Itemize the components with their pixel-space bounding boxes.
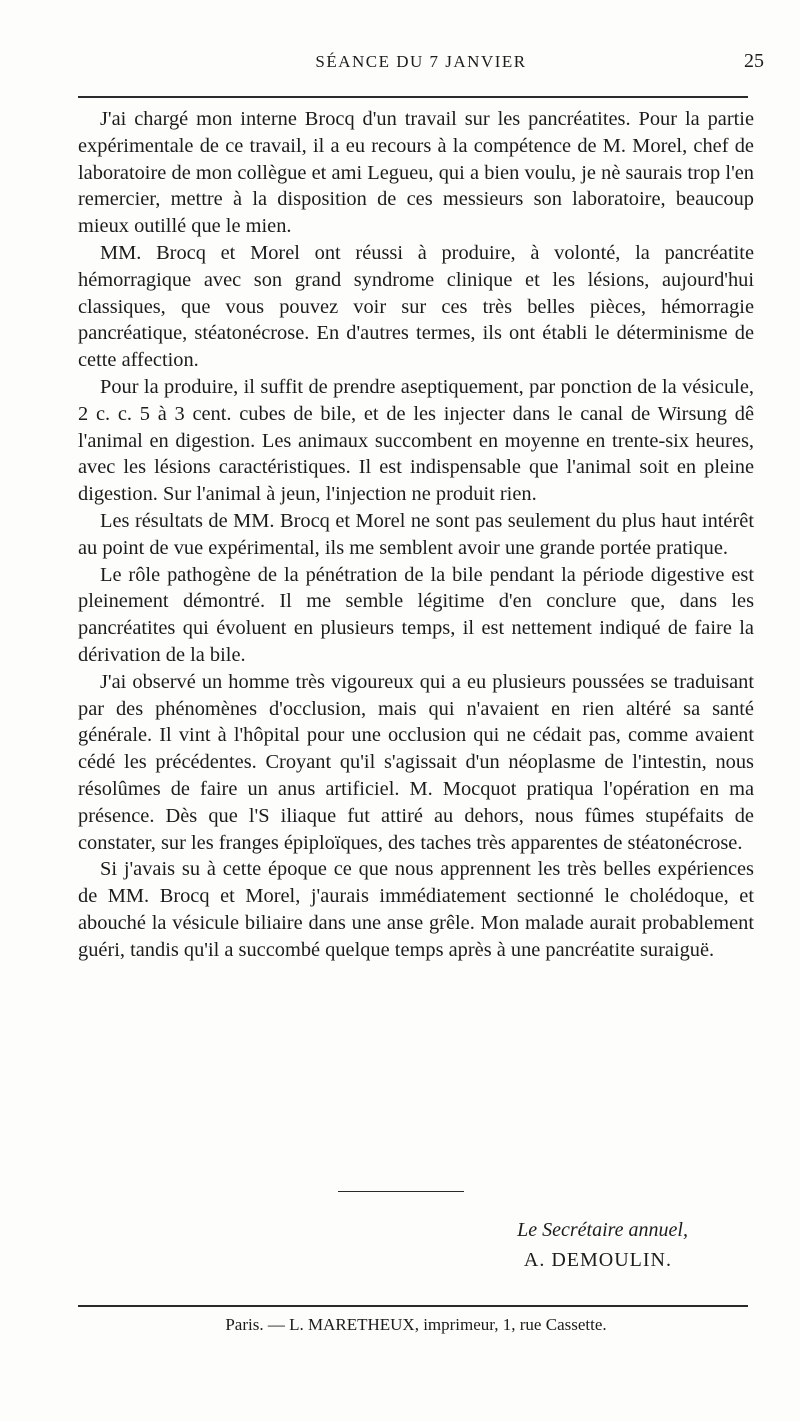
running-header [78, 52, 764, 76]
signature-title: Le Secrétaire annuel, [517, 1219, 688, 1241]
page-number: 25 [744, 50, 764, 72]
paragraph: Les résultats de MM. Brocq et Morel ne sont pas seulement du plus haut intérêt au point de vue expérimental, ils me semblent avoir une grande portée pratique. [78, 509, 754, 559]
paragraph: Si j'avais su à cette époque ce que nous apprennent les très belles expériences de MM. Brocq et Morel, j'aurais immédiatement sectionné le cholédoque, et abouché la vésicule biliaire dans une anse grêle. Mon malade aurait probablement guéri, tandis qu'il a succombé quelque temps après à une pancréatite suraiguë. [78, 858, 754, 961]
header-rule [78, 96, 748, 98]
signature-block [78, 1215, 754, 1275]
printer-line: Paris. — L. MARETHEUX, imprimeur, 1, rue Cassette. [225, 1315, 607, 1334]
section-divider [338, 1191, 464, 1192]
paragraph: J'ai observé un homme très vigoureux qui a eu plusieurs poussées se traduisant par des phénomènes d'occlusion, mais qui n'avaient en rien altéré sa santé générale. Il vint à l'hôpital pour une occlusion qui ne cédait pas, comme avaient cédé les précédentes. Croyant qu'il s'agissait d'un néoplasme de l'intestin, nous résolûmes de faire un anus artificiel. M. Mocquot pratiqua l'opération en ma présence. Dès que l'S iliaque fut attiré au dehors, nous fûmes stupéfaits de constater, sur les franges épiploïques, des taches très apparentes de stéatonécrose. [78, 670, 754, 854]
paragraph: J'ai chargé mon interne Brocq d'un travail sur les pancréatites. Pour la partie expérimentale de ce travail, il a eu recours à la compétence de M. Morel, chef de laboratoire de mon collègue et ami Legueu, qui a bien voulu, je nè saurais trop l'en remercier, mettre à la disposition de ces messieurs son laboratoire, beaucoup mieux outillé que le mien. [78, 108, 754, 238]
paragraph: Le rôle pathogène de la pénétration de la bile pendant la période digestive est pleinement démontré. Il me semble légitime d'en conclure que, dans les pancréatites qui évoluent en plusieurs temps, il est nettement indiqué de faire la dérivation de la bile. [78, 563, 754, 666]
footer-rule [78, 1305, 748, 1307]
signature-name: A. DEMOULIN. [523, 1249, 672, 1271]
paragraph: Pour la produire, il suffit de prendre aseptiquement, par ponction de la vésicule, 2 c. c. 5 à 3 cent. cubes de bile, et de les injecter dans le canal de Wirsung dê l'animal en digestion. Les animaux succombent en moyenne en trente-six heures, avec les lésions caractéristiques. Il est indispensable que l'animal soit en pleine digestion. Sur l'animal à jeun, l'injection ne produit rien. [78, 375, 754, 506]
running-title: SÉANCE DU 7 JANVIER [315, 52, 527, 71]
paragraph: MM. Brocq et Morel ont réussi à produire, à volonté, la pancréatite hémorragique avec son grand syndrome clinique et les lésions, aujourd'hui classiques, que vous pouvez voir sur ces très belles pièces, hémorragie pancréatique, stéatonécrose. En d'autres termes, ils ont établi le déterminisme de cette affection. [78, 241, 754, 372]
body-text [78, 106, 754, 964]
